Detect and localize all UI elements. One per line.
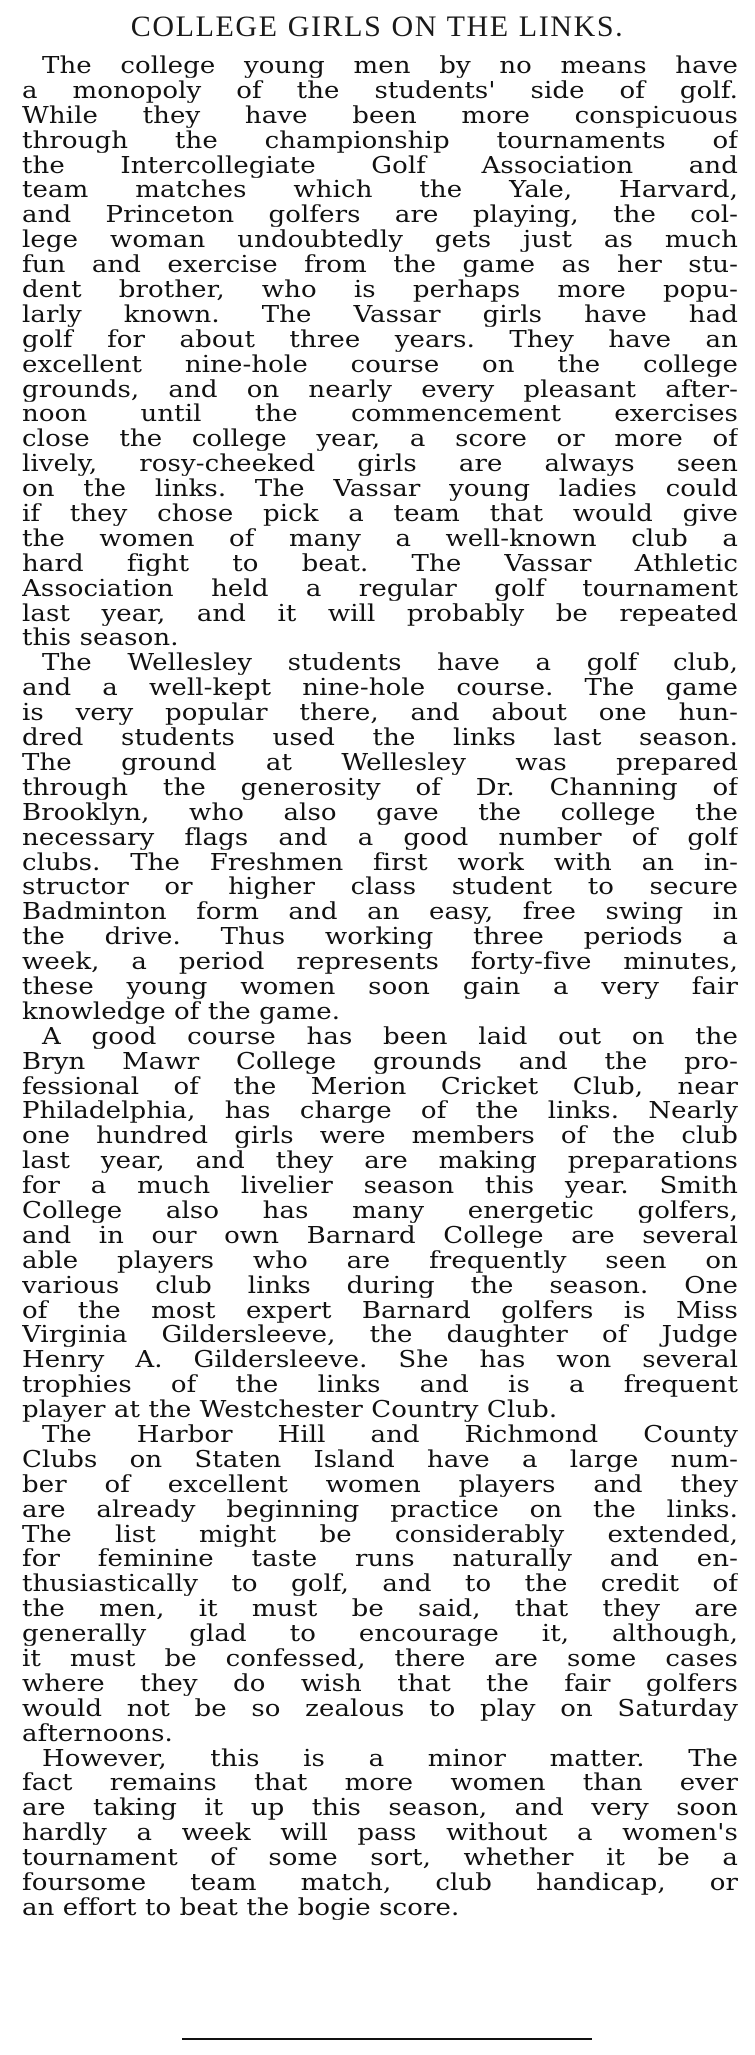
text-line: last year, and it will probably be repeated	[22, 602, 738, 626]
text-line: Association held a regular golf tournament	[22, 577, 738, 601]
text-line: lively, rosy-cheeked girls are always seen	[22, 453, 738, 476]
text-line: fessional of the Merion Cricket Club, near	[22, 1075, 738, 1099]
text-line: for a much livelier season this year. Smith	[22, 1175, 738, 1198]
text-line: the Intercollegiate Golf Association and	[22, 154, 738, 178]
text-line: fact remains that more women than ever	[22, 1772, 738, 1796]
article-paragraph	[22, 1025, 738, 1423]
text-line: for feminine taste runs naturally and en-	[22, 1548, 738, 1572]
text-line: A good course has been laid out on the	[42, 1025, 738, 1049]
text-line: if they chose pick a team that would give	[22, 503, 738, 526]
text-line: foursome team match, club handicap, or	[22, 1872, 738, 1895]
text-line: the men, it must be said, that they are	[22, 1598, 738, 1621]
text-line: tournament of some sort, whether it be a	[22, 1847, 738, 1870]
text-line: afternoons.	[22, 1722, 173, 1746]
text-line: hardly a week will pass without a women's	[22, 1822, 738, 1845]
text-line: noon until the commencement exercises	[22, 403, 738, 427]
text-line: excellent nine-hole course on the college	[22, 353, 738, 377]
text-line: these young women soon gain a very fair	[22, 976, 738, 999]
text-line: The Wellesley students have a golf club,	[42, 652, 738, 676]
text-line: Bryn Mawr College grounds and the pro-	[22, 1050, 738, 1074]
article-paragraph	[22, 54, 738, 651]
text-line: lege woman undoubtedly gets just as much	[22, 229, 738, 252]
text-line: the drive. Thus working three periods a	[22, 926, 738, 949]
text-line: The college young men by no means have	[42, 55, 738, 78]
text-line: and Princeton golfers are playing, the col-	[22, 204, 738, 227]
text-line: College also has many energetic golfers,	[22, 1200, 738, 1223]
text-line: able players who are frequently seen on	[22, 1249, 738, 1273]
text-line: The ground at Wellesley was prepared	[22, 752, 738, 775]
text-line: Badminton form and an easy, free swing in	[22, 901, 738, 924]
text-line: one hundred girls were members of the club	[22, 1125, 738, 1148]
text-line: structor or higher class student to secure	[22, 876, 738, 900]
text-line: team matches which the Yale, Harvard,	[22, 179, 738, 203]
text-line: The list might be considerably extended,	[22, 1523, 738, 1547]
text-line: golf for about three years. They have an	[22, 329, 738, 352]
text-line: through the championship tournaments of	[22, 129, 738, 153]
text-line: ber of excellent women players and they	[22, 1474, 738, 1497]
text-line: are already beginning practice on the links.	[22, 1498, 738, 1522]
text-line: of the most expert Barnard golfers is Miss	[22, 1299, 738, 1323]
text-line: thusiastically to golf, and to the credit of	[22, 1573, 738, 1596]
end-rule	[182, 2038, 592, 2040]
text-line: are taking it up this season, and very soon	[22, 1797, 738, 1820]
text-line: dent brother, who is perhaps more popu-	[22, 279, 738, 302]
text-line: Philadelphia, has charge of the links. Nearly	[22, 1100, 738, 1124]
article-paragraph	[22, 1423, 738, 1747]
text-line: it must be confessed, there are some cases	[22, 1648, 738, 1671]
text-line: close the college year, a score or more of	[22, 428, 738, 452]
text-line: where they do wish that the fair golfers	[22, 1673, 738, 1696]
text-line: would not be so zealous to play on Saturday	[22, 1698, 738, 1721]
text-line: Brooklyn, who also gave the college the	[22, 801, 738, 825]
text-line: While they have been more conspicuous	[22, 105, 738, 128]
article-paragraph	[22, 1747, 738, 1921]
text-line: last year, and they are making preparations	[22, 1150, 738, 1173]
text-line: generally glad to encourage it, although,	[22, 1623, 738, 1646]
text-line: hard fight to beat. The Vassar Athletic	[22, 553, 738, 576]
text-line: an effort to beat the bogie score.	[22, 1897, 460, 1920]
text-line: Clubs on Staten Island have a large num-	[22, 1449, 738, 1472]
text-line: However, this is a minor matter. The	[42, 1747, 738, 1771]
text-line: a monopoly of the students' side of golf.	[22, 80, 738, 103]
text-line: dred students used the links last season.	[22, 727, 738, 750]
text-line: through the generosity of Dr. Channing of	[22, 777, 738, 800]
text-line: Henry A. Gildersleeve. She has won several	[22, 1349, 738, 1372]
text-line: this season.	[22, 627, 179, 651]
text-line: is very popular there, and about one hun-	[22, 702, 738, 725]
text-line: various club links during the season. One	[22, 1274, 738, 1298]
text-line: on the links. The Vassar young ladies could	[22, 478, 738, 501]
article-body	[22, 54, 738, 1921]
text-line: week, a period represents forty-five minutes,	[22, 951, 738, 974]
text-line: grounds, and on nearly every pleasant after-	[22, 378, 738, 402]
text-line: clubs. The Freshmen first work with an in-	[22, 851, 738, 875]
text-line: Virginia Gildersleeve, the daughter of Judge	[22, 1324, 738, 1348]
text-line: the women of many a well-known club a	[22, 528, 738, 551]
text-line: and in our own Barnard College are several	[22, 1225, 738, 1248]
text-line: The Harbor Hill and Richmond County	[42, 1424, 738, 1447]
text-line: and a well-kept nine-hole course. The game	[22, 677, 738, 700]
text-line: necessary flags and a good number of golf	[22, 826, 738, 850]
text-line: trophies of the links and is a frequent	[22, 1374, 738, 1397]
text-line: fun and exercise from the game as her stu-	[22, 254, 738, 277]
text-line: player at the Westchester Country Club.	[22, 1399, 558, 1422]
text-line: knowledge of the game.	[22, 1001, 341, 1024]
text-line: larly known. The Vassar girls have had	[22, 304, 738, 327]
article-paragraph	[22, 651, 738, 1024]
article-headline: COLLEGE GIRLS ON THE LINKS.	[130, 10, 625, 43]
